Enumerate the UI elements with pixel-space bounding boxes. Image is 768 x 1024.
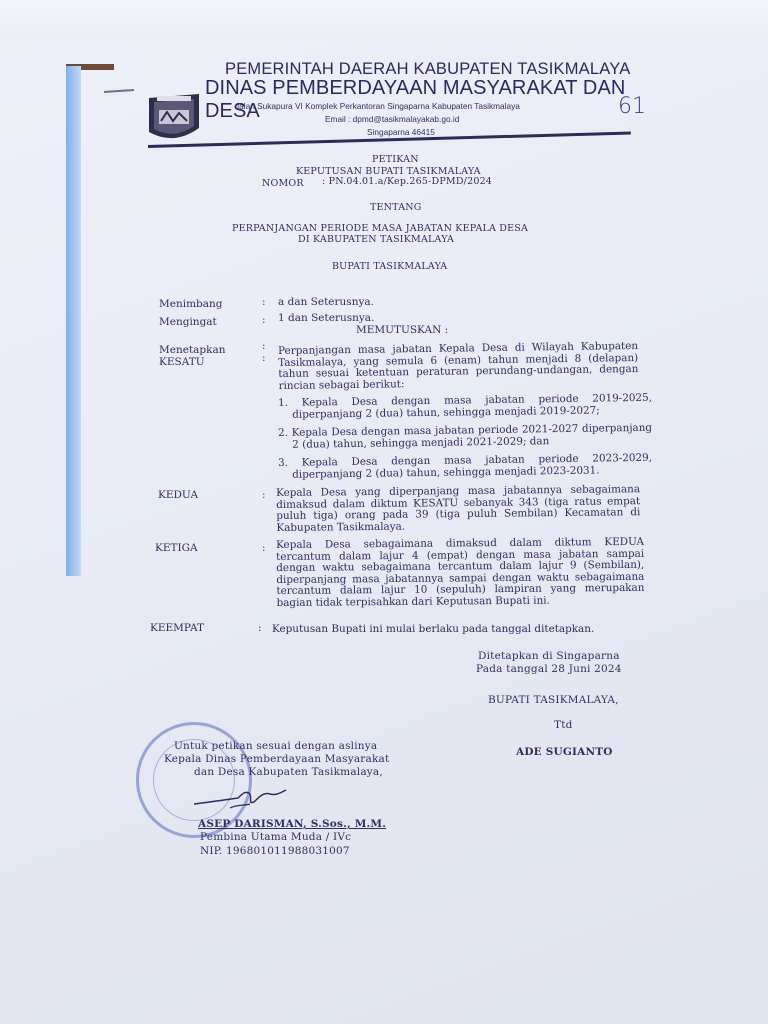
doc-tentang: TENTANG — [370, 202, 422, 213]
agency-name: DINAS PEMBERDAYAAN MASYARAKAT DAN DESA — [205, 77, 626, 122]
bupati-name: ADE SUGIANTO — [516, 746, 613, 758]
certifier-name: ASEP DARISMAN, S.Sos., M.M. — [198, 818, 387, 830]
kesatu-item-1: 1. Kepala Desa dengan masa jabatan periode 2019-2025, diperpanjang 2 (dua) tahun, sehingga menjadi 2019-2027; — [277, 391, 653, 421]
doc-bupati: BUPATI TASIKMALAYA — [332, 261, 448, 272]
doc-petikan: PETIKAN — [372, 154, 419, 165]
mengingat-label: Mengingat — [159, 316, 217, 328]
doc-subject-line1: PERPANJANGAN PERIODE MASA JABATAN KEPALA DESA — [232, 223, 529, 234]
certifier-rank: Pembina Utama Muda / IVc — [200, 831, 352, 843]
colon: : — [262, 352, 266, 364]
doc-subject-line2: DI KABUPATEN TASIKMALAYA — [298, 234, 455, 245]
kedua-text: Kepala Desa yang diperpanjang masa jabatannya sebagaimana dimaksud dalam diktum KESATU sebanyak 343 (tiga ratus empat puluh tiga) orang pada 39 (tiga puluh Sembilan) Kecamatan di Kabupaten Tasikmalaya. — [275, 483, 641, 534]
kesatu-label: KESATU — [159, 356, 205, 368]
signature-icon — [190, 780, 290, 820]
colon: : — [262, 314, 266, 326]
keempat-label: KEEMPAT — [150, 622, 205, 634]
kesatu-item-3: 3. Kepala Desa dengan masa jabatan periode 2023-2029, diperpanjang 2 (dua) tahun, sehingga menjadi 2023-2031. — [277, 451, 653, 481]
menimbang-value: a dan Seterusnya. — [278, 296, 374, 308]
kesatu-item-2: 2. Kepala Desa dengan masa jabatan periode 2021-2027 diperpanjang 2 (dua) tahun, sehingga menjadi 2021-2029; dan — [277, 421, 653, 451]
memutuskan-heading: MEMUTUSKAN : — [356, 324, 449, 336]
doc-keputusan: KEPUTUSAN BUPATI TASIKMALAYA — [296, 166, 481, 177]
pencil-mark — [104, 89, 134, 93]
doc-nomor-value: : PN.04.01.a/Kep.265-DPMD/2024 — [322, 176, 493, 187]
ketiga-text: Kepala Desa sebagaimana dimaksud dalam diktum KEDUA tercantum dalam lajur 4 (empat) dengan masa jabatan sampai dengan waktu sebagaimana tercantum dalam lajur 9 (Sembilan), diperpanjang masa jabatannya sampai dengan waktu sebagaimana tercantum dalam lajur 10 (sepuluh) lampiran yang merupakan bagian tidak terpisahkan dari Keputusan Bupati ini. — [275, 535, 645, 609]
colon: : — [262, 489, 266, 501]
colon: : — [262, 542, 266, 554]
menimbang-label: Menimbang — [159, 298, 223, 310]
kesatu-text: Perpanjangan masa jabatan Kepala Desa di Wilayah Kabupaten Tasikmalaya, yang semula 6 (enam) tahun menjadi 8 (delapan) tahun sesuai ketentuan peraturan perundang-undangan, dengan rincian sebagai berikut: — [277, 339, 639, 392]
ditetapkan-place: Ditetapkan di Singaparna — [478, 650, 620, 662]
agency-address: Jalan Sukapura VI Komplek Perkantoran Singaparna Kabupaten Tasikmalaya — [235, 101, 520, 111]
handwritten-number: 61 — [618, 94, 646, 119]
agency-email: Email : dpmd@tasikmalayakab.go.id — [325, 114, 460, 124]
menetapkan-label: Menetapkan — [159, 344, 226, 356]
keempat-text: Keputusan Bupati ini mulai berlaku pada tanggal ditetapkan. — [272, 623, 595, 635]
binding-strip — [66, 66, 81, 576]
certification-line2: Kepala Dinas Pemberdayaan Masyarakat — [164, 753, 390, 765]
certification-line1: Untuk petikan sesuai dengan aslinya — [174, 740, 378, 752]
doc-nomor-label: NOMOR — [262, 178, 304, 189]
colon: : — [262, 340, 266, 352]
ditetapkan-date: Pada tanggal 28 Juni 2024 — [476, 663, 622, 675]
colon: : — [258, 622, 262, 634]
certifier-nip: NIP. 196801011988031007 — [200, 845, 350, 857]
mengingat-value: 1 dan Seterusnya. — [278, 312, 375, 324]
ketiga-label: KETIGA — [155, 542, 198, 554]
kedua-label: KEDUA — [158, 489, 199, 501]
agency-city: Singaparna 46415 — [367, 127, 435, 137]
regency-emblem-icon — [145, 88, 203, 146]
government-name: PEMERINTAH DAERAH KABUPATEN TASIKMALAYA — [225, 60, 631, 78]
ttd-mark: Ttd — [554, 719, 573, 731]
colon: : — [262, 296, 266, 308]
certification-line3: dan Desa Kabupaten Tasikmalaya, — [194, 766, 383, 778]
bupati-title: BUPATI TASIKMALAYA, — [488, 694, 619, 706]
